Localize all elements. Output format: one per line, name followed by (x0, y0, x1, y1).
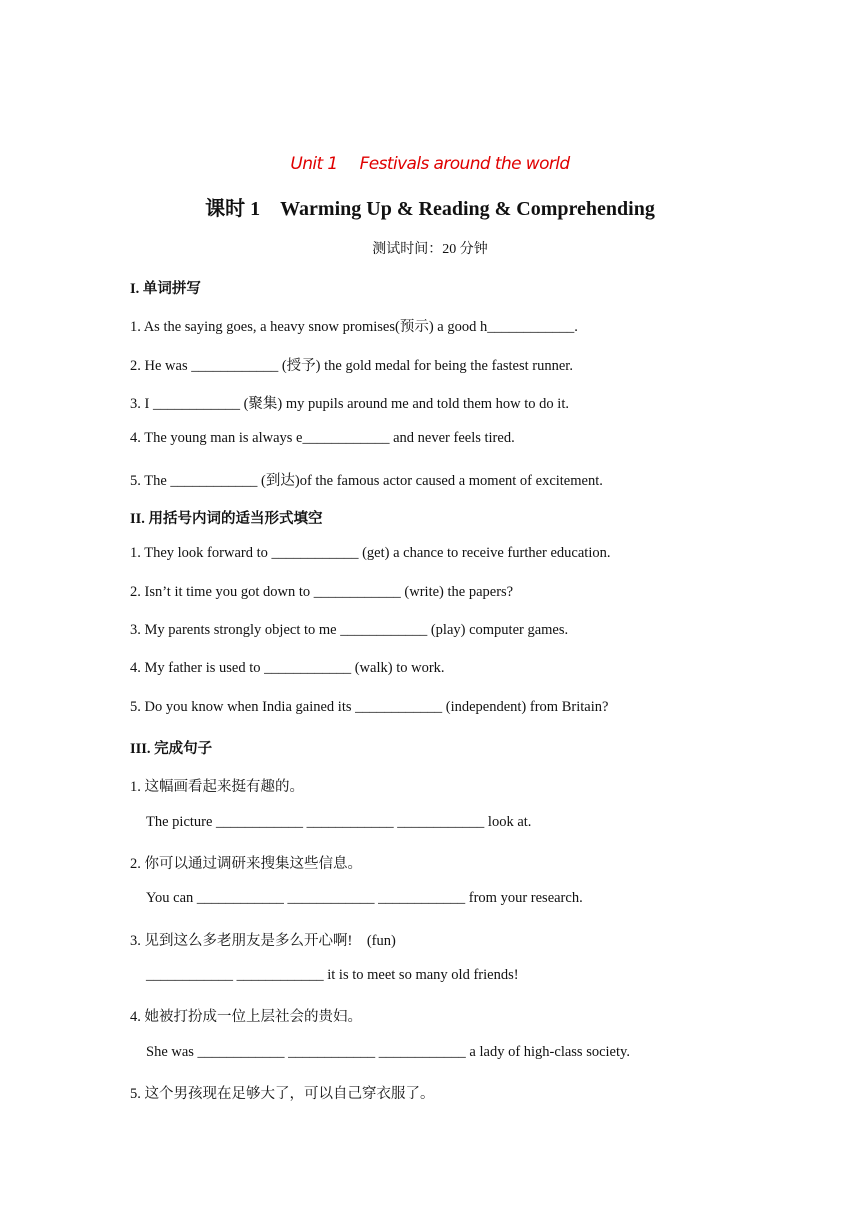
unit-number: Unit 1 (290, 154, 338, 174)
sentence-prompt: 4. 她被打扮成一位上层社会的贵妇。 (130, 1009, 362, 1025)
section-heading-spelling: I. 单词拼写 (130, 281, 201, 297)
question-item: 3. My parents strongly object to me ____________ (play) computer games. (130, 622, 569, 638)
question-item: 5. The ____________ (到达)of the famous actor caused a moment of excitement. (130, 473, 603, 489)
test-time: 测试时间：20 分钟 (372, 242, 488, 257)
lesson-title: 课时 1 Warming Up & Reading & Comprehending (205, 198, 655, 220)
question-item: 2. Isn’t it time you got down to ____________ (write) the papers? (130, 584, 514, 600)
section-heading-word-forms: II. 用括号内词的适当形式填空 (130, 511, 323, 527)
sentence-prompt: 5. 这个男孩现在足够大了，可以自己穿衣服了。 (130, 1086, 435, 1102)
question-item: 2. He was ____________ (授予) the gold medal for being the fastest runner. (130, 358, 573, 374)
sentence-answer-line: ____________ ____________ it is to meet so many old friends! (146, 967, 519, 983)
section-heading-complete-sentences: III. 完成句子 (130, 741, 213, 757)
sentence-answer-line: The picture ____________ ____________ ____________ look at. (146, 814, 532, 830)
sentence-answer-line: You can ____________ ____________ ____________ from your research. (146, 890, 583, 906)
question-item: 5. Do you know when India gained its ____________ (independent) from Britain? (130, 699, 609, 715)
sentence-answer-line: She was ____________ ____________ ____________ a lady of high-class society. (146, 1044, 630, 1060)
sentence-prompt: 1. 这幅画看起来挺有趣的。 (130, 779, 304, 795)
question-item: 4. My father is used to ____________ (walk) to work. (130, 660, 445, 676)
question-item: 3. I ____________ (聚集) my pupils around me and told them how to do it. (130, 396, 569, 412)
question-item: 1. As the saying goes, a heavy snow promises(预示) a good h____________. (130, 319, 578, 335)
question-item: 4. The young man is always e____________ and never feels tired. (130, 430, 515, 446)
unit-topic: Festivals around the world (359, 154, 570, 174)
question-item: 1. They look forward to ____________ (get) a chance to receive further education. (130, 545, 611, 561)
sentence-prompt: 3. 见到这么多老朋友是多么开心啊! (fun) (130, 933, 396, 949)
sentence-prompt: 2. 你可以通过调研来搜集这些信息。 (130, 856, 362, 872)
unit-title (0, 154, 860, 174)
